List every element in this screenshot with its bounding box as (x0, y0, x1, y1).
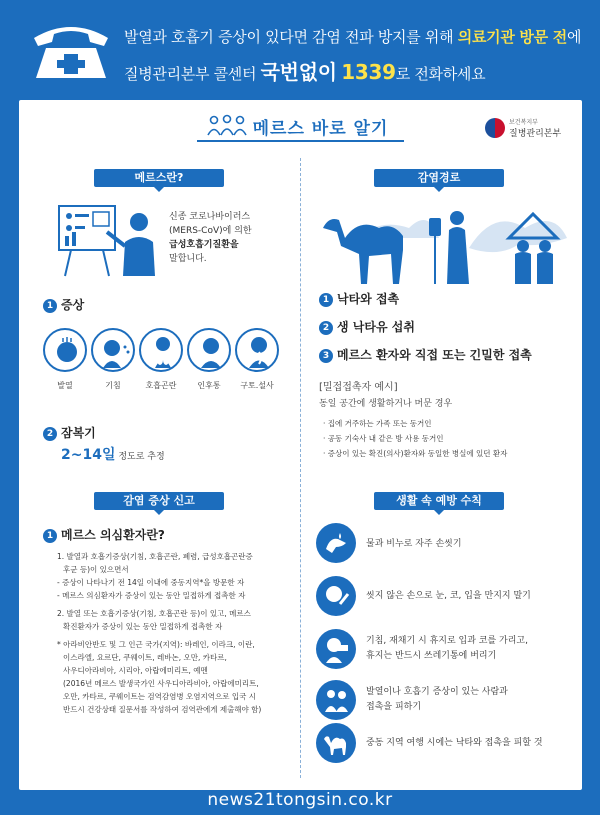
avoid-contact-icon (316, 680, 356, 720)
prevention-text-4: 발열이나 호흡기 증상이 있는 사람과 접촉을 피하기 (366, 687, 508, 712)
doctor-board-icon (57, 202, 167, 280)
sore-throat-icon (187, 328, 231, 372)
close-contact-list: · 집에 거주하는 가족 또는 동거인 · 공동 기숙사 내 같은 방 사용 동거인 · 증상이 있는 확진(의사)환자와 동일한 병실에 있던 환자 (323, 419, 508, 458)
breathing-difficulty-icon (139, 328, 183, 372)
prevention-text-3: 기침, 재채기 시 휴지로 입과 코를 가리고, 휴지는 반드시 쓰레기통에 버리기 (366, 636, 528, 661)
vomit-diarrhea-icon (235, 328, 279, 372)
close-contact-title: [밀접접촉자 예시] (319, 382, 398, 393)
fever-icon (43, 328, 87, 372)
route-pill: 감염경로 (374, 169, 504, 187)
incubation-heading: 2 잠복기 (43, 424, 96, 441)
handwash-icon (316, 523, 356, 563)
what-is-mers-pill: 메르스란? (94, 169, 224, 187)
column-divider (300, 158, 301, 778)
camel-icon (316, 723, 356, 763)
watermark: news21tongsin.co.kr (207, 790, 393, 810)
mers-description: 신종 코로나바이러스 (MERS-CoV)에 의한 급성호흡기질환을 말합니다. (169, 212, 252, 264)
top-banner (0, 0, 600, 96)
banner-line-2: 질병관리본부 콜센터 국번없이 1339로 전화하세요 (124, 60, 486, 84)
report-pill: 감염 증상 신고 (94, 492, 224, 510)
suspected-criteria: 1. 발열과 호흡기증상(기침, 호흡곤란, 폐렴, 급성호흡곤란증 후군 등)이 있으면서 - 증상이 나타나기 전 14일 이내에 중동지역*을 방문한 자 - 메르스 의심환자가 증상이 있는 동안 밀접하게 접촉한 자 2. 발열 또는 호흡기증상(기침, 호흡곤란 등)이 있고, 메르스 확진환자가 증상이 있는 동안 밀접하게 접촉한 자 * 아라비안반도 및 그 인근 국가(지역): 바레인, 이라크, 이란, 이스라엘, 요르단, 쿠웨이트, 레바논, 오만, 카타르, 사우디아라비아, 시리아, 아랍에미리트, 예멘 (2016년 메르스 발생국가인 사우디아라비아, 아랍에미리트, 오만, 카타르, 쿠웨이트는 검역감염병 오염지역으로 입국 시 반드시 건강상태 질문서를 작성하여 검역관에게 제출해야 함) (57, 552, 262, 714)
prevention-text-5: 중동 지역 여행 시에는 낙타와 접촉을 피할 것 (366, 738, 543, 748)
info-card (19, 100, 582, 790)
symptom-label: 호흡곤란 (145, 381, 177, 390)
banner-line-1: 발열과 호흡기 증상이 있다면 감염 전파 방지를 위해 의료기관 방문 전에 (124, 28, 582, 46)
kcdc-logo: 보건복지부 질병관리본부 (485, 113, 575, 143)
route-item-1: 1 낙타와 접촉 (319, 290, 399, 307)
prevention-text-1: 물과 비누로 자주 손씻기 (366, 539, 462, 549)
suspected-heading: 1 메르스 의심환자란? (43, 526, 165, 543)
symptom-label: 기침 (105, 381, 121, 390)
prevention-pill: 생활 속 예방 수칙 (374, 492, 504, 510)
no-face-touch-icon (316, 576, 356, 616)
symptoms-heading: 1 증상 (43, 296, 84, 313)
title-underline (197, 140, 404, 142)
phone-icon (30, 20, 112, 80)
logo-mark-icon (485, 118, 505, 138)
cough-icon (91, 328, 135, 372)
prevention-text-2: 씻지 않은 손으로 눈, 코, 입을 만지지 말기 (366, 591, 531, 601)
symptom-label: 구토.설사 (240, 381, 274, 390)
incubation-value: 2~14일 정도로 추정 (61, 447, 165, 463)
symptom-label: 발열 (57, 381, 73, 390)
route-item-3: 3 메르스 환자와 직접 또는 긴밀한 접촉 (319, 346, 532, 363)
page-title: 메르스 바로 알기 (252, 119, 389, 139)
route-item-2: 2 생 낙타유 섭취 (319, 318, 415, 335)
cough-etiquette-icon (316, 629, 356, 669)
symptom-label: 인후통 (197, 381, 221, 390)
transmission-illustration (319, 198, 569, 288)
close-contact-subtitle: 동일 공간에 생활하거나 머문 경우 (319, 399, 453, 409)
